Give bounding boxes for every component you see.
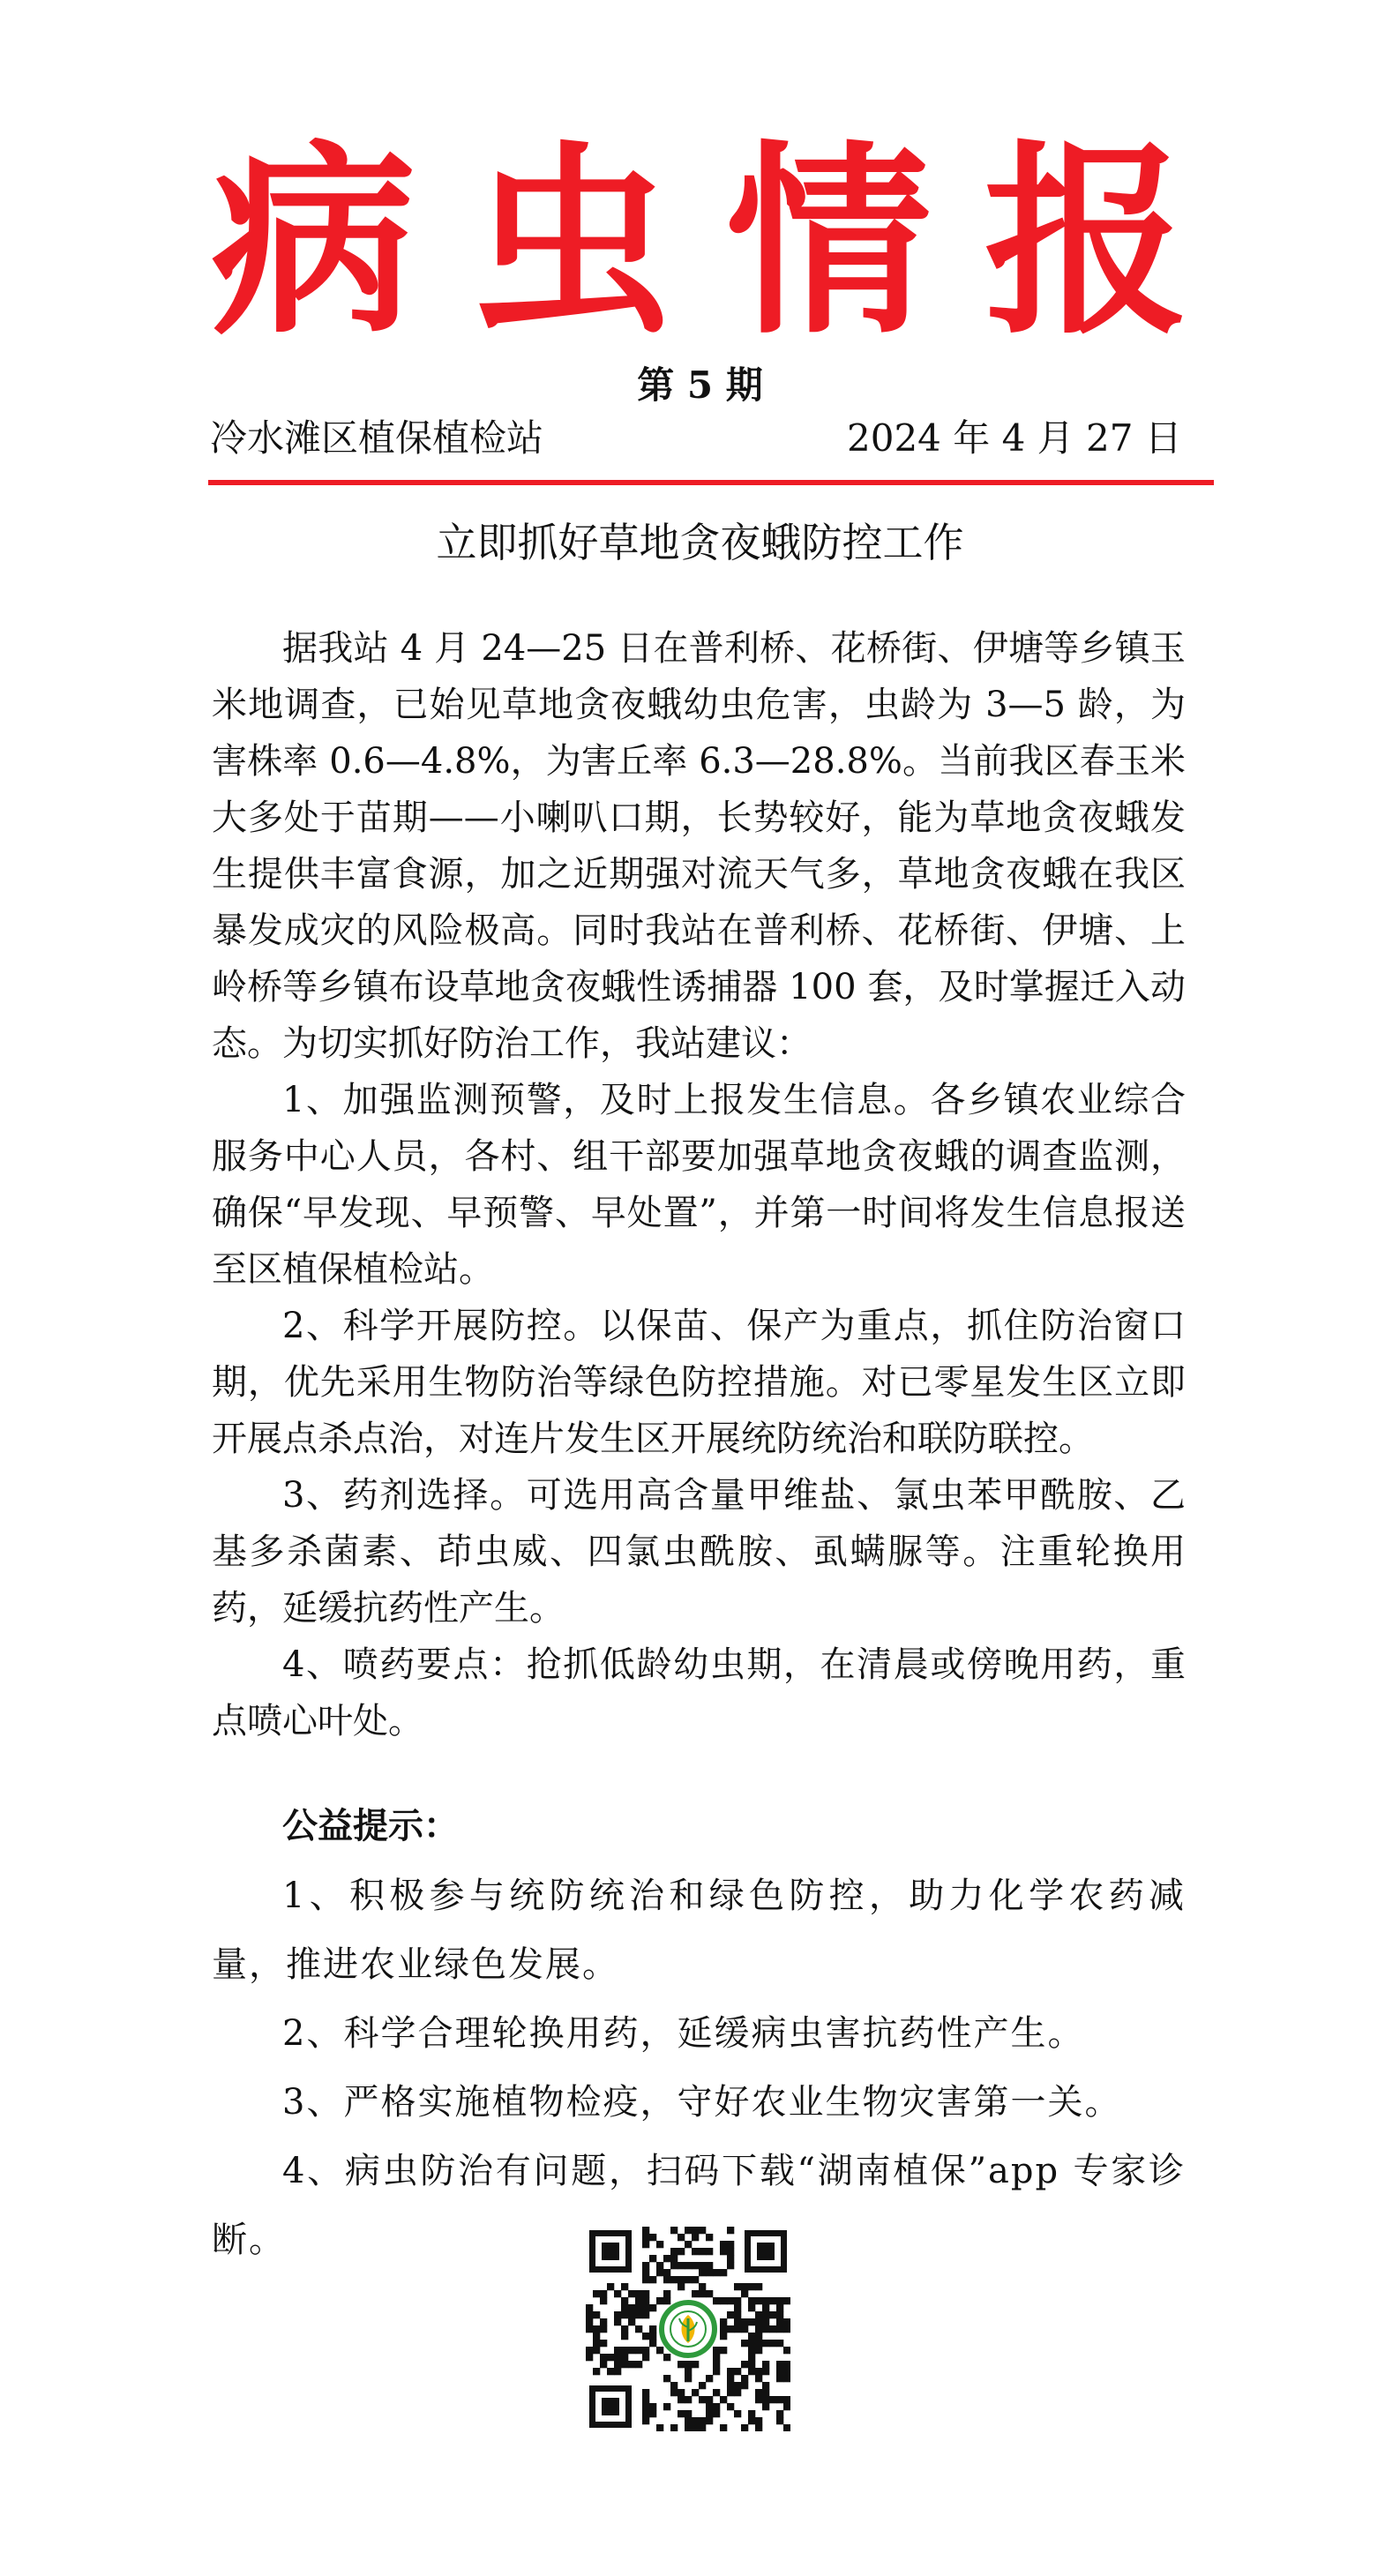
paragraph-recommendation-1: 1、加强监测预警，及时上报发生信息。各乡镇农业综合服务中心人员，各村、组干部要加强草地贪夜蛾的调查监测，确保“早发现、早预警、早处置”，并第一时间将发生信息报送至区植保植检站。 [212, 1080, 1186, 1290]
issue-number: 第 5 期 [637, 363, 763, 407]
article-body [212, 620, 1186, 1749]
issue-date: 2024 年 4 月 27 日 [847, 416, 1182, 460]
article-title: 立即抓好草地贪夜蛾防控工作 [436, 519, 964, 566]
public-tips-list [212, 1861, 1186, 2274]
tip-item: 1、积极参与统防统治和绿色防控，助力化学农药减量，推进农业绿色发展。 [212, 1876, 1186, 1985]
qr-code-icon[interactable] [586, 2227, 790, 2431]
tip-item: 3、严格实施植物检疫，守好农业生物灾害第一关。 [282, 2082, 1122, 2123]
paragraph-recommendation-4: 4、喷药要点：抢抓低龄幼虫期，在清晨或傍晚用药，重点喷心叶处。 [212, 1644, 1186, 1741]
paragraph-recommendation-2: 2、科学开展防控。以保苗、保产为重点，抓住防治窗口期，优先采用生物防治等绿色防控措施。对已零星发生区立即开展点杀点治，对连片发生区开展统防统治和联防联控。 [212, 1306, 1186, 1459]
paragraph-recommendation-3: 3、药剂选择。可选用高含量甲维盐、氯虫苯甲酰胺、乙基多杀菌素、茚虫威、四氯虫酰胺、虱螨脲等。注重轮换用药，延缓抗药性产生。 [212, 1475, 1186, 1629]
header-divider [208, 480, 1214, 485]
masthead-title: 病虫情报 [211, 124, 1242, 362]
tip-item: 2、科学合理轮换用药，延缓病虫害抗药性产生。 [282, 2013, 1085, 2054]
issuing-agency: 冷水滩区植保植检站 [210, 416, 544, 460]
paragraph-intro: 据我站 4 月 24—25 日在普利桥、花桥街、伊塘等乡镇玉米地调查，已始见草地贪夜蛾幼虫危害，虫龄为 3—5 龄，为害株率 0.6—4.8%，为害丘率 6.3—28.8%。当前我区春玉米大多处于苗期——小喇叭口期，长势较好，能为草地贪夜蛾发生提供丰富食源，加之近期强对流天气多，草地贪夜蛾在我区暴发成灾的风险极高。同时我站在普利桥、花桥街、伊塘、上岭桥等乡镇布设草地贪夜蛾性诱捕器 100 套，及时掌握迁入动态。为切实抓好防治工作，我站建议： [212, 628, 1186, 1064]
public-tips-heading: 公益提示： [282, 1806, 459, 1846]
green-leaf-logo-icon [658, 2299, 718, 2359]
tip-item: 4、病虫防治有问题，扫码下载“湖南植保”app 专家诊断。 [212, 2151, 1186, 2260]
